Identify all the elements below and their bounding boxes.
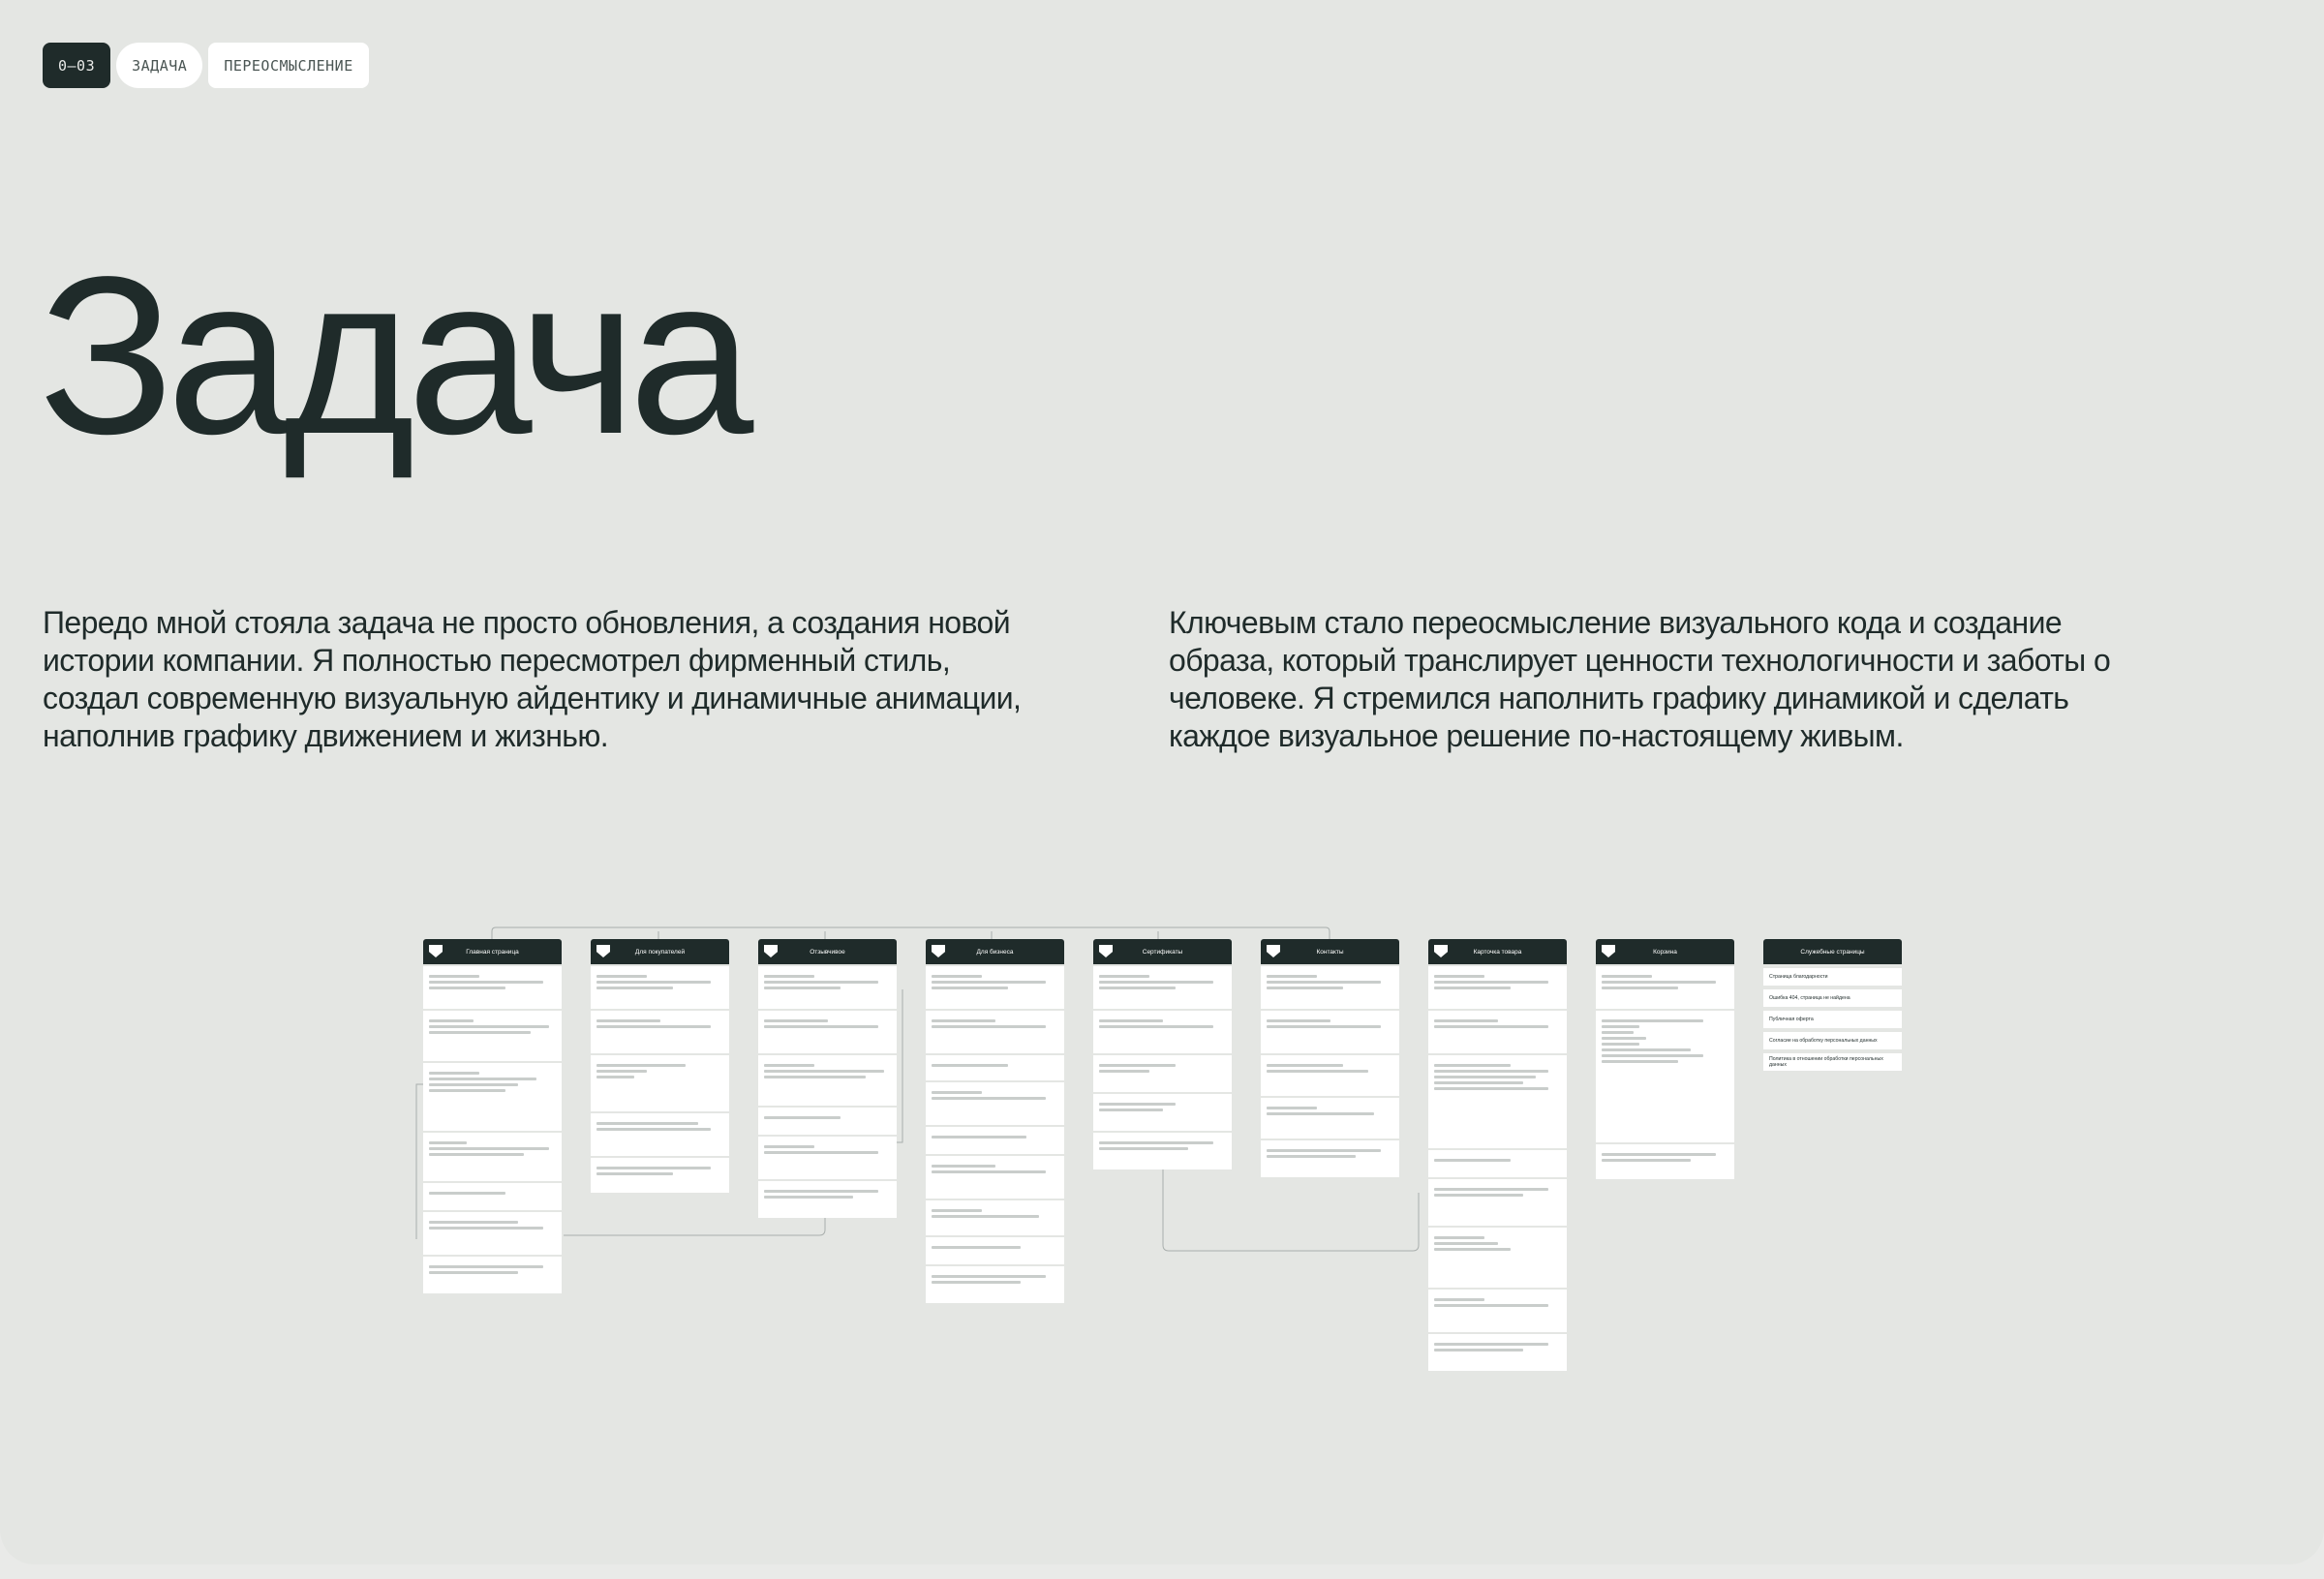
sitemap-block (1428, 1055, 1567, 1148)
logo-icon (1602, 945, 1615, 957)
service-page-item: Согласие на обработку персональных данных (1763, 1032, 1902, 1049)
sitemap-block (926, 1082, 1064, 1125)
sitemap-block (926, 1127, 1064, 1154)
service-page-item: Публичная оферта (1763, 1011, 1902, 1028)
service-page-item: Политика в отношении обработки персональных данных (1763, 1053, 1902, 1071)
sitemap-column-certificates (1093, 939, 1232, 1169)
sitemap-column-service-pages (1763, 939, 1902, 1071)
sitemap-block (1428, 1290, 1567, 1332)
logo-icon (1267, 945, 1280, 957)
logo-icon (764, 945, 778, 957)
sitemap-block (423, 1011, 562, 1061)
logo-icon (429, 945, 443, 957)
section-tag-task: ЗАДАЧА (116, 43, 202, 88)
sitemap-block (423, 1133, 562, 1181)
sitemap-block (1596, 1144, 1734, 1179)
sitemap-block (591, 1011, 729, 1053)
sitemap-column-header: Служебные страницы (1763, 939, 1902, 964)
sitemap-block (926, 1011, 1064, 1053)
page-title: Задача (39, 230, 747, 481)
sitemap-column-header: Контакты (1261, 939, 1399, 964)
section-tag-rethinking: ПЕРЕОСМЫСЛЕНИЕ (208, 43, 368, 88)
sitemap-block (758, 1055, 897, 1106)
sitemap-column-header: Главная страница (423, 939, 562, 964)
sitemap-block (926, 966, 1064, 1009)
sitemap-block (1093, 966, 1232, 1009)
sitemap-block (758, 1137, 897, 1179)
sitemap-block (423, 1257, 562, 1293)
sitemap-block (1428, 1179, 1567, 1226)
logo-icon (932, 945, 945, 957)
sitemap-column-header: Сертификаты (1093, 939, 1232, 964)
sitemap-block (1261, 966, 1399, 1009)
service-page-item: Страница благодарности (1763, 968, 1902, 986)
sitemap-block (1093, 1094, 1232, 1131)
intro-paragraph-right: Ключевым стало переосмысление визуального кода и создание образа, который транслирует ценности технологичности и заботы о человеке. Я стремился наполнить графику динамикой и сделать каждое визуальное решение по-настоящему живым. (1169, 605, 2111, 753)
sitemap-column-reviews (758, 939, 897, 1218)
sitemap-block (758, 966, 897, 1009)
section-number-tag: 0–03 (43, 43, 110, 88)
sitemap-column-product-card (1428, 939, 1567, 1371)
sitemap-block (591, 1158, 729, 1193)
logo-icon (596, 945, 610, 957)
sitemap-column-header: Корзина (1596, 939, 1734, 964)
sitemap-column-header: Отзывчивое (758, 939, 897, 964)
sitemap-block (1428, 1150, 1567, 1177)
sitemap-block (1261, 1055, 1399, 1096)
logo-icon (1434, 945, 1448, 957)
sitemap-block (423, 1212, 562, 1255)
sitemap-block (423, 1063, 562, 1131)
sitemap-block (1428, 966, 1567, 1009)
sitemap-block (1596, 966, 1734, 1009)
sitemap-block (1428, 1011, 1567, 1053)
sitemap-column-business (926, 939, 1064, 1303)
sitemap-block (1093, 1055, 1232, 1092)
logo-icon (1099, 945, 1113, 957)
sitemap-block (926, 1200, 1064, 1235)
sitemap-column-home (423, 939, 562, 1293)
sitemap-block (758, 1011, 897, 1053)
sitemap-block (926, 1237, 1064, 1264)
sitemap-block (1261, 1011, 1399, 1053)
sitemap-block (926, 1055, 1064, 1080)
sitemap-block (423, 966, 562, 1009)
sitemap-block (591, 1113, 729, 1156)
sitemap-column-customers (591, 939, 729, 1193)
sitemap-block (1093, 1011, 1232, 1053)
sitemap-block (591, 966, 729, 1009)
sitemap-block (1428, 1228, 1567, 1288)
sitemap-block (1261, 1098, 1399, 1139)
sitemap-block (591, 1055, 729, 1111)
sitemap-block (1093, 1133, 1232, 1169)
sitemap-block (926, 1156, 1064, 1199)
intro-paragraph-left: Передо мной стояла задача не просто обновления, а создания новой истории компании. Я полностью пересмотрел фирменный стиль, создал современную визуальную айдентику и динамичные анимации, наполнив графику движением и жизнью. (43, 605, 1022, 753)
service-page-item: Ошибка 404, страница не найдена (1763, 989, 1902, 1007)
sitemap-column-cart (1596, 939, 1734, 1179)
sitemap-block (758, 1181, 897, 1218)
sitemap-column-header: Для бизнеса (926, 939, 1064, 964)
sitemap-column-header: Карточка товара (1428, 939, 1567, 964)
sitemap-block (1261, 1140, 1399, 1177)
sitemap-block (926, 1266, 1064, 1303)
sitemap-column-header: Для покупателей (591, 939, 729, 964)
sitemap-block (758, 1108, 897, 1135)
sitemap-block (423, 1183, 562, 1210)
sitemap-column-contacts (1261, 939, 1399, 1177)
sitemap-block (1596, 1011, 1734, 1142)
sitemap-block (1428, 1334, 1567, 1371)
